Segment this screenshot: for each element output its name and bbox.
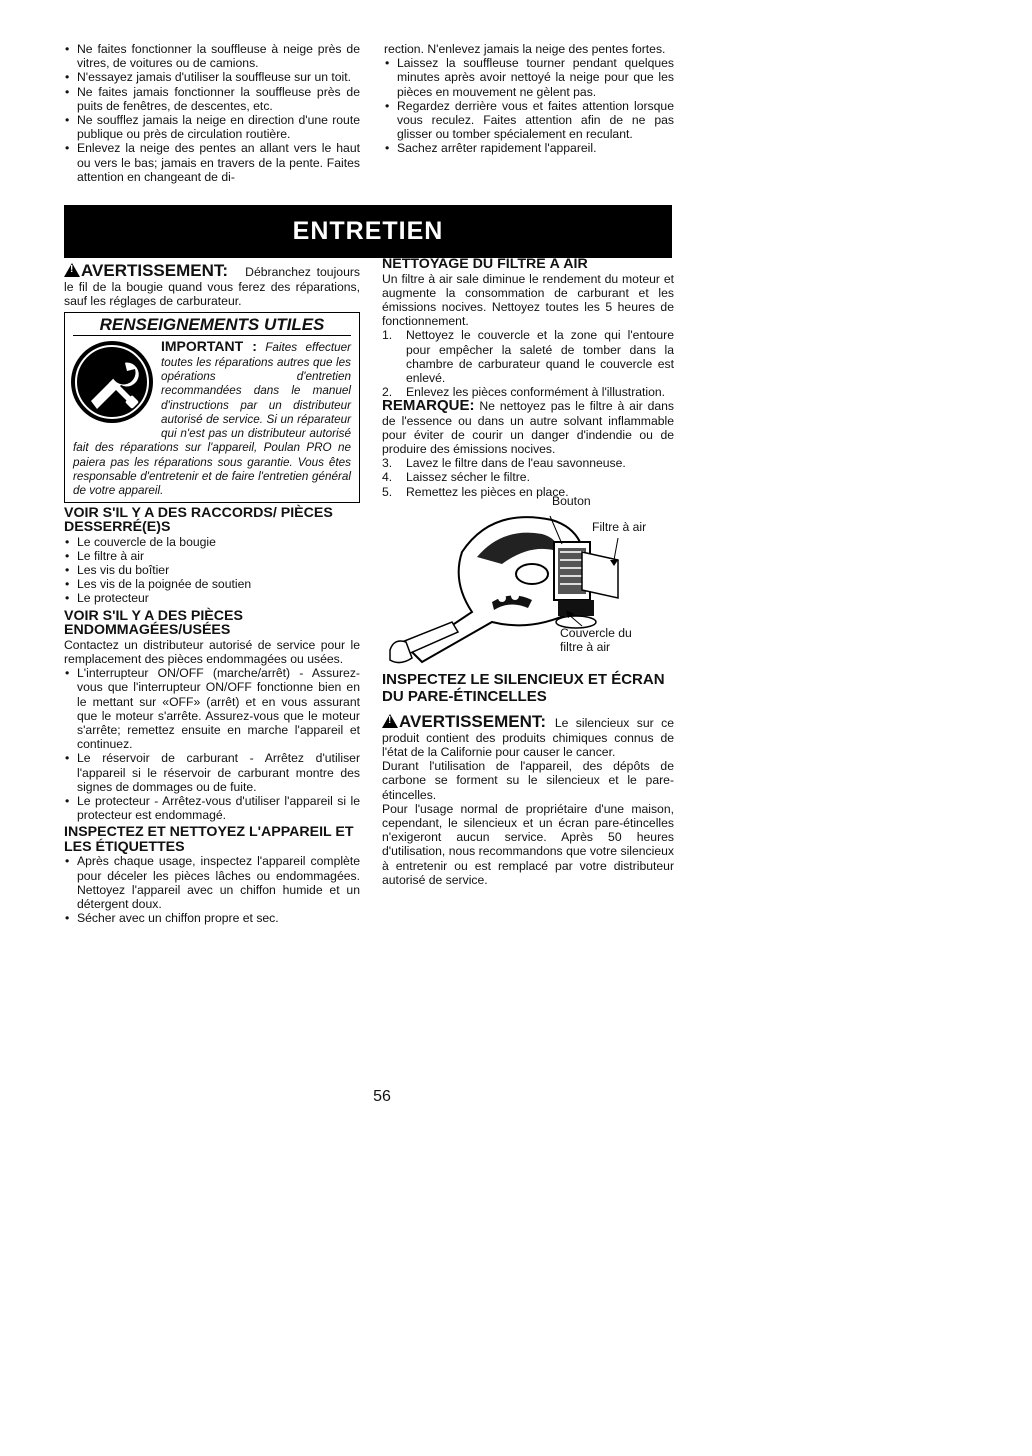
list-item — [382, 470, 674, 484]
air-filter-intro: Un filtre à air sale diminue le rendement du moteur et augmente la consommation de carburant et les émissions nocives. Nettoyez toutes les 5 heures de fonctionnement. — [382, 271, 674, 329]
remark-label: REMARQUE: — [382, 397, 475, 415]
warning-lead: Débranchez — [245, 265, 311, 279]
step-text: Lavez le filtre dans de l'eau savonneuse. — [406, 456, 626, 471]
list-item — [382, 328, 674, 385]
heading-loose-parts: VOIR S'IL Y A DES RACCORDS/ PIÈCES DESSERRÉ(E)S — [64, 504, 333, 536]
loose-parts-list — [64, 535, 360, 606]
info-box-text: Faites effectuer toutes les réparations autres que les opérations d'entretien recommandées dans le manuel d'instructions par un distributeur autorisé de service. Si un réparateur qui n'est pas un distributeur autorisé fait des réparations sur l'appareil, Poulan PRO ne paiera pas les réparations sous garantie. Vous êtes responsable d'entretenir et de faire l'entretien général de votre appareil. — [73, 341, 351, 498]
heading-damaged-parts: VOIR S'IL Y A DES PIÈCES ENDOMMAGÉES/USÉES — [64, 607, 243, 639]
list-item — [382, 385, 674, 399]
list-item: • Le filtre à air — [64, 549, 360, 563]
list-item: • Les vis du boîtier — [64, 563, 360, 577]
safety-bullets-left — [64, 42, 360, 184]
warning-block — [64, 262, 360, 308]
step-text: Enlevez les pièces conformément à l'illustration. — [406, 385, 666, 400]
list-item: • Laissez la souffleuse tourner pendant quelques minutes après avoir nettoyé la neige pour que les pièces en mouvement ne gèlent pas. — [384, 56, 674, 99]
info-box — [64, 312, 360, 502]
remark-block — [382, 399, 674, 456]
list-item: • L'interrupteur ON/OFF (marche/arrêt) - Assurez-vous que l'interrupteur ON/OFF fonctionne bien en le mettant sur «OFF» (arrêt) et en vous assurant que le moteur s'arrête. Assurez-vous que le moteur s'arrête; remettez ensuite en marche l'appareil et continuez. — [64, 666, 360, 751]
wrench-screwdriver-icon — [69, 339, 155, 425]
list-item: • Le couvercle de la bougie — [64, 535, 360, 549]
top-left-column — [64, 42, 360, 184]
list-item — [382, 456, 674, 470]
list-item: • Ne faites jamais fonctionner la souffleuse près de puits de fenêtres, de descentes, etc. — [64, 85, 360, 113]
warning-label: AVERTISSEMENT: — [399, 711, 547, 731]
warning-text: sur ce produit contient des produits chimiques connus de l'état de la Californie pour causer le cancer. — [382, 715, 674, 759]
heading-air-filter: NETTOYAGE DU FILTRE À AIR — [382, 256, 588, 272]
remark-text: Ne nettoyez pas le filtre à air dans de l'essence ou dans un autre solvant inflammable pour éviter de courir un danger d'indendie ou de produire des émissions nocives. — [382, 399, 675, 456]
list-item: • N'essayez jamais d'utiliser la souffleuse sur un toit. — [64, 70, 360, 84]
step-number: 2. — [382, 385, 393, 400]
label-filter-cover-2: filtre à air — [560, 639, 611, 654]
step-number: 5. — [382, 484, 393, 499]
warning-heading — [64, 261, 235, 280]
step-text: Nettoyez le couvercle et la zone qui l'entoure pour empêcher la saleté de tomber dans la chambre de carburateur quand le couvercle est enlevé. — [406, 328, 674, 385]
step-number: 3. — [382, 456, 393, 471]
list-item: • Sécher avec un chiffon propre et sec. — [64, 911, 360, 925]
info-box-body — [73, 339, 351, 498]
heading-muffler: INSPECTEZ LE SILENCIEUX ET ÉCRAN DU PARE-ÉTINCELLES — [382, 670, 665, 705]
left-column — [64, 262, 360, 925]
list-item: • Après chaque usage, inspectez l'appareil complète pour déceler les pièces lâches ou endommagées. Nettoyez l'appareil avec un chiffon humide et un détergent doux. — [64, 854, 360, 911]
top-right-column — [384, 42, 674, 156]
heading-clean-unit: INSPECTEZ ET NETTOYEZ L'APPAREIL ET LES ÉTIQUETTES — [64, 824, 354, 855]
section-banner — [64, 205, 672, 258]
list-item: • Enlevez la neige des pentes an allant vers le haut ou vers le bas; jamais en travers de la pente. Faites attention en changeant de di- — [64, 141, 360, 184]
info-box-title: RENSEIGNEMENTS UTILES — [73, 315, 351, 336]
safety-bullets-right — [384, 56, 674, 155]
warning-label: AVERTISSEMENT: — [81, 261, 229, 280]
label-air-filter: Filtre à air — [592, 519, 647, 534]
air-filter-steps-a — [382, 328, 674, 399]
list-item: • Le protecteur — [64, 591, 360, 605]
step-number: 1. — [382, 328, 393, 343]
warning-lead: Le silencieux — [554, 715, 630, 730]
damaged-parts-intro: Contactez un distributeur autorisé de service pour le remplacement des pièces endommagées ou usées. — [64, 637, 360, 666]
list-item: • Regardez derrière vous et faites attention lorsque vous reculez. Faites attention afin de ne pas glisser ou tomber spécialement en reculant. — [384, 99, 674, 142]
air-filter-steps-b — [382, 456, 674, 499]
label-filter-cover-1: Couvercle du — [560, 625, 632, 640]
list-item: • Ne faites fonctionner la souffleuse à neige près de vitres, de voitures ou de camions. — [64, 42, 360, 70]
damaged-parts-list — [64, 666, 360, 822]
step-text: Laissez sécher le filtre. — [406, 470, 530, 485]
important-label: IMPORTANT : — [161, 338, 257, 355]
list-item: • Le réservoir de carburant - Arrêtez d'utiliser l'appareil si le réservoir de carburant montre des signes de dommages ou de fuite. — [64, 751, 360, 794]
clean-unit-list — [64, 854, 360, 925]
list-item: • Le protecteur - Arrêtez-vous d'utiliser l'appareil si le protecteur est endommagé. — [64, 794, 360, 822]
muffler-para-2: Pour l'usage normal de propriétaire d'une maison, cependant, le silencieux et un écran pare-étincelles n'exigeront aucun service. Après 50 heures d'utilisation, nous recommandons que votre silencieux à entretenir ou est remplacé par votre distributeur autorisé de service. — [382, 801, 674, 887]
list-item: • Ne soufflez jamais la neige en direction d'une route publique ou près de circulation routière. — [64, 113, 360, 141]
warning-text: toujours le fil de la bougie quand vous ferez des réparations, sauf les réglages de carburateur. — [64, 265, 360, 309]
label-button: Bouton — [552, 493, 591, 508]
warning-triangle-icon — [64, 263, 80, 277]
step-number: 4. — [382, 470, 393, 485]
muffler-warning — [382, 713, 674, 759]
air-filter-illustration — [382, 493, 674, 668]
list-item: • Les vis de la poignée de soutien — [64, 577, 360, 591]
muffler-para-1: Durant l'utilisation de l'appareil, des dépôts de carbone se forment su le silencieux et le pare-étincelles. — [382, 759, 674, 802]
list-item — [382, 485, 674, 499]
right-column — [382, 257, 674, 887]
warning-triangle-icon — [382, 714, 398, 728]
banner-title: ENTRETIEN — [292, 217, 444, 245]
step-text: Remettez les pièces en place. — [406, 484, 569, 499]
continuation-text: rection. N'enlevez jamais la neige des pentes fortes. — [384, 42, 666, 56]
page-number: 56 — [373, 1088, 391, 1105]
warning-heading — [382, 712, 555, 731]
list-item: • Sachez arrêter rapidement l'appareil. — [384, 141, 674, 155]
